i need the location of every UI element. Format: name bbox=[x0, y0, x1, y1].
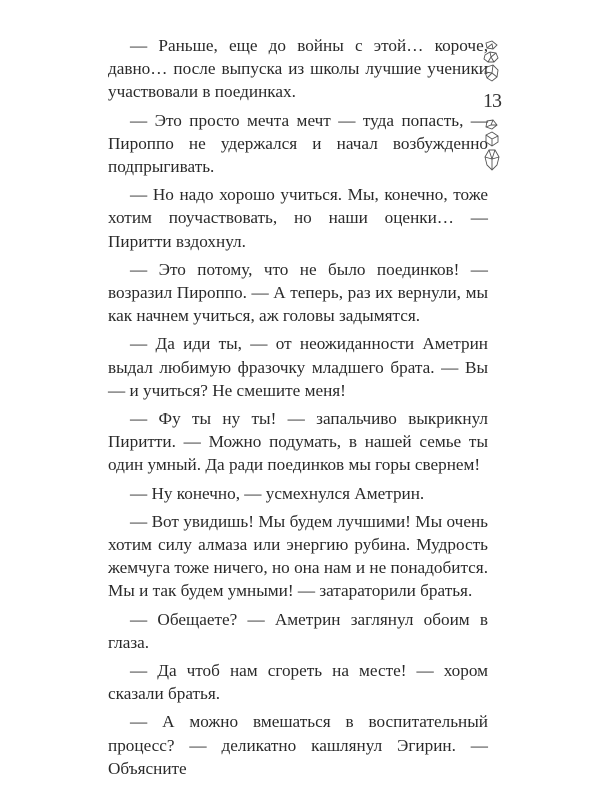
paragraph: — Это просто мечта мечт — туда попасть, — Пироппо не удержался и начал возбужденно подпрыгивать. bbox=[108, 110, 488, 177]
paragraph: — Но надо хорошо учиться. Мы, конечно, тоже хотим поучаствовать, но наши оценки… — Пиритти вздохнул. bbox=[108, 185, 488, 251]
paragraph: — Это потому, что не было поединков! — возразил Пироппо. — А теперь, раз их вернули, мы как начнем учиться, аж головы задымятся. bbox=[108, 259, 488, 326]
paragraph: — Да чтоб нам сгореть на месте! — хором сказали братья. bbox=[108, 661, 488, 704]
crystal-ornament-icon bbox=[480, 119, 504, 175]
paragraph: — А можно вмешаться в воспитательный процесс? — деликатно кашлянул Эгирин. — Объясните bbox=[108, 712, 488, 778]
paragraph: — Фу ты ну ты! — запальчиво выкрикнул Пиритти. — Можно подумать, в нашей семье ты один умный. Да ради поединков мы горы свернем! bbox=[108, 409, 488, 475]
crystal-ornament-icon bbox=[480, 40, 504, 84]
page-margin-decoration bbox=[478, 40, 506, 175]
page-number: 13 bbox=[483, 90, 501, 112]
paragraph: — Вот увидишь! Мы будем лучшими! Мы очень хотим силу алмаза или энергию рубина. Мудрость жемчуга тоже ничего, но она нам и не понадобится. Мы и так будем умными! — затараторили братья. bbox=[108, 511, 488, 601]
paragraph: — Да иди ты, — от неожиданности Аметрин выдал любимую фразочку младшего брата. — Вы — и учиться? Не смешите меня! bbox=[108, 334, 488, 400]
body-text bbox=[108, 34, 488, 785]
paragraph: — Ну конечно, — усмехнулся Аметрин. bbox=[130, 483, 425, 503]
paragraph: — Раньше, еще до войны с этой… короче, давно… после выпуска из школы лучшие ученики участвовали в поединках. bbox=[108, 36, 488, 102]
paragraph: — Обещаете? — Аметрин заглянул обоим в глаза. bbox=[108, 609, 488, 652]
